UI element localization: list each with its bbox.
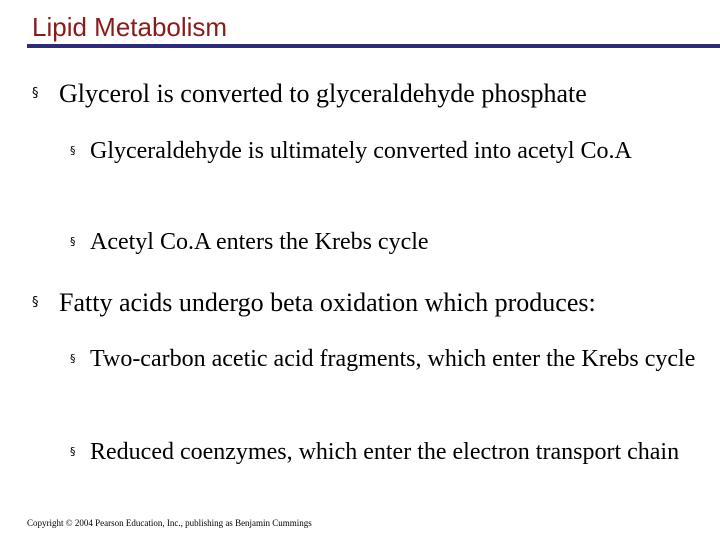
bullet-fatty-acids [32,288,702,318]
sub-bullet-text: Reduced coenzymes, which enter the electron transport chain [90,439,680,465]
title-divider [27,44,720,48]
copyright-footer: Copyright © 2004 Pearson Education, Inc., publishing as Benjamin Cummings [27,518,312,528]
sub-bullet-acetic-acid [70,342,700,377]
sub-bullet-text: Glyceraldehyde is ultimately converted into acetyl Co.A [90,138,632,164]
bullet-glycerol [32,79,702,109]
sub-bullet-marker-icon: § [70,144,76,157]
bullet-text: Glycerol is converted to glyceraldehyde phosphate [59,79,587,108]
bullet-text: Fatty acids undergo beta oxidation which produces: [59,288,596,317]
slide-title: Lipid Metabolism [32,12,228,42]
sub-bullet-marker-icon: § [70,235,76,248]
sub-bullet-marker-icon: § [70,445,76,458]
sub-bullet-marker-icon: § [70,352,76,365]
bullet-marker-icon: § [32,86,39,101]
bullet-marker-icon: § [32,295,39,310]
sub-bullet-glyceraldehyde [70,134,700,169]
sub-bullet-text: Acetyl Co.A enters the Krebs cycle [90,229,429,255]
sub-bullet-acetyl-coa [70,225,700,260]
sub-bullet-coenzymes [70,435,700,470]
sub-bullet-text: Two-carbon acetic acid fragments, which enter the Krebs cycle [90,346,696,372]
